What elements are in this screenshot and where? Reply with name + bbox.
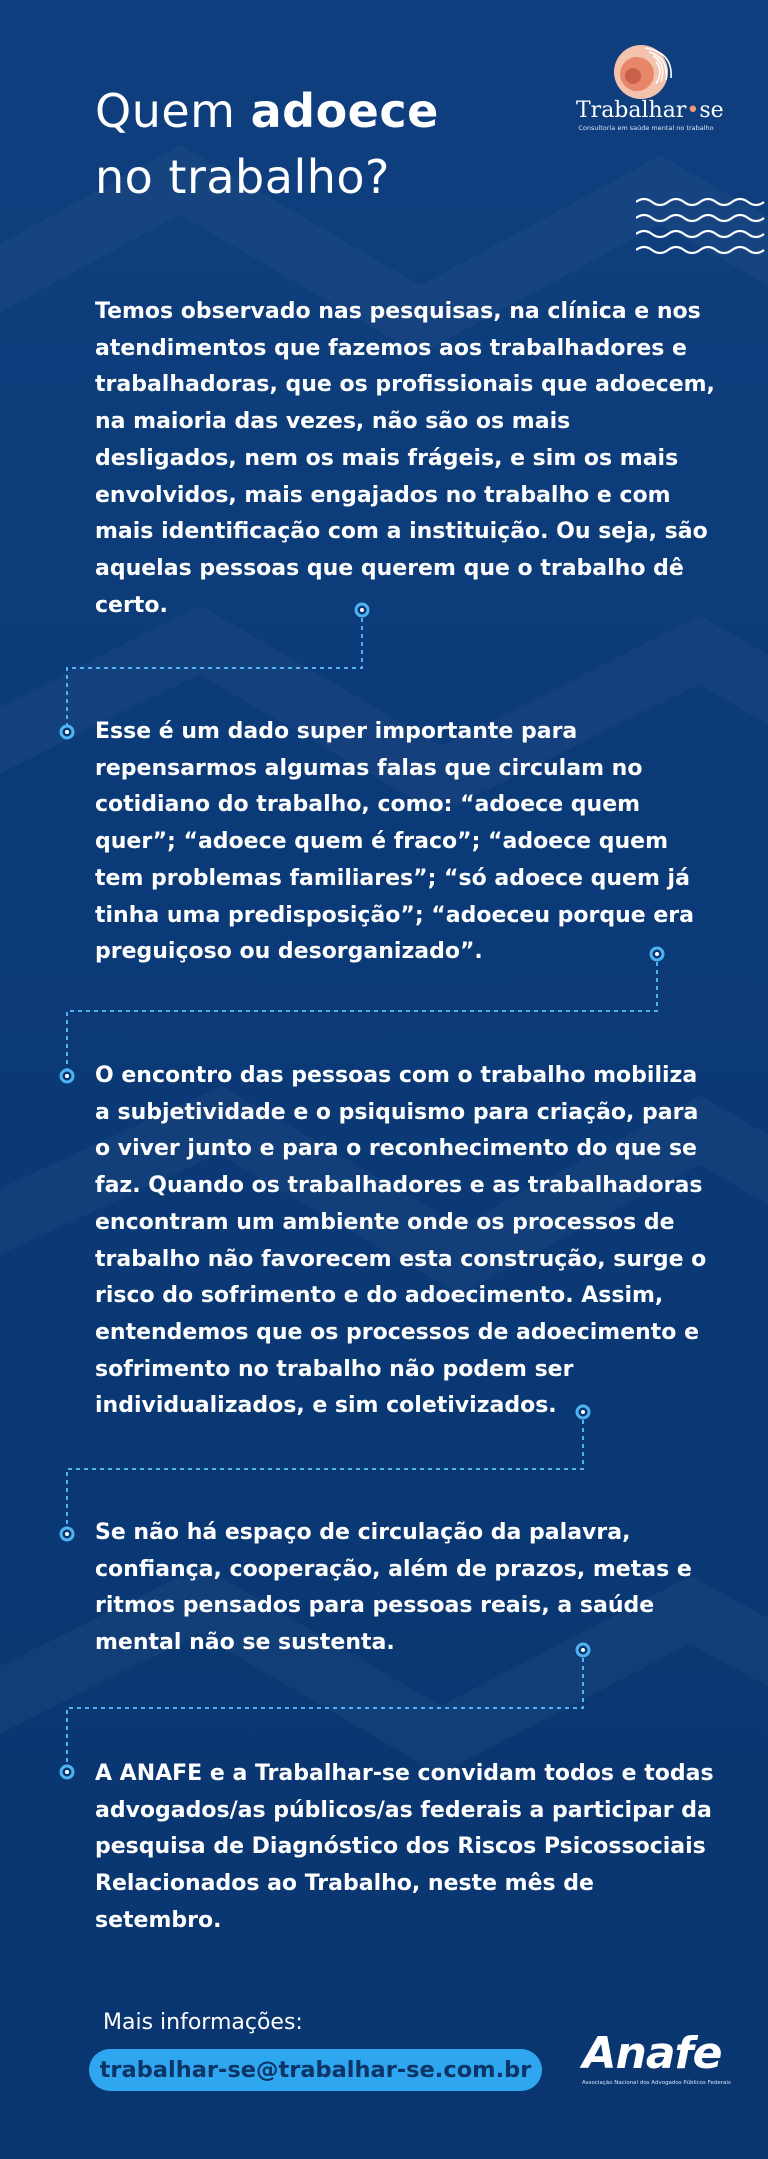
connector-4: [67, 1650, 583, 1772]
paragraph-5: A ANAFE e a Trabalhar-se convidam todos e todas advogados/as públicos/as federais a participar da pesquisa de Diagnóstico dos Riscos Psicossociais Relacionados ao Trabalho, neste mês de setembro.: [95, 1761, 714, 1933]
anafe-logo: [582, 2028, 731, 2086]
paragraph-1: Temos observado nas pesquisas, na clínica e nos atendimentos que fazemos aos trabalhadores e trabalhadoras, que os profissionais que adoecem, na maioria das vezes, não são os mais desligados, nem os mais frágeis, e sim os mais envolvidos, mais engajados no trabalho e com mais identificação com a instituição. Ou seja, são aquelas pessoas que querem que o trabalho dê certo.: [95, 299, 715, 618]
logo-tagline: Consultoria em saúde mental no trabalho: [578, 124, 714, 132]
paragraph-2: Esse é um dado super importante para repensarmos algumas falas que circulam no cotidiano do trabalho, como: “adoece quem quer”; “adoece quem é fraco”; “adoece quem tem problemas familiares”; “só adoece quem já tinha uma predisposição”; “adoeceu porque era preguiçoso ou desorganizado”.: [95, 719, 694, 965]
connector-2: [67, 954, 657, 1076]
title-line-2: no trabalho?: [95, 150, 390, 204]
connector-1: [67, 610, 362, 732]
connector-3: [67, 1412, 583, 1534]
paragraph-3: O encontro das pessoas com o trabalho mobiliza a subjetividade e o psiquismo para criação, para o viver junto e para o reconhecimento do que se faz. Quando os trabalhadores e as trabalhadoras encontram um ambiente onde os processos de trabalho não favorecem esta construção, surge o risco do sofrimento e do adoecimento. Assim, entendemos que os processos de adoecimento e sofrimento no trabalho não podem ser individualizados, e sim coletivizados.: [95, 1063, 707, 1419]
title-bold-word: adoece: [250, 84, 439, 138]
anafe-wordmark: Anafe: [582, 2028, 722, 2079]
more-info-label: Mais informações:: [103, 2010, 303, 2035]
anafe-tagline: Associação Nacional dos Advogados Públicos Federais: [582, 2080, 731, 2086]
paragraph-4: Se não há espaço de circulação da palavra, confiança, cooperação, além de prazos, metas e ritmos pensados para pessoas reais, a saúde mental não se sustenta.: [95, 1520, 692, 1656]
email-link[interactable]: trabalhar-se@trabalhar-se.com.br: [89, 2049, 542, 2091]
title-part-1: Quem: [95, 84, 251, 138]
logo-wordmark: Trabalhar•se: [576, 98, 724, 123]
